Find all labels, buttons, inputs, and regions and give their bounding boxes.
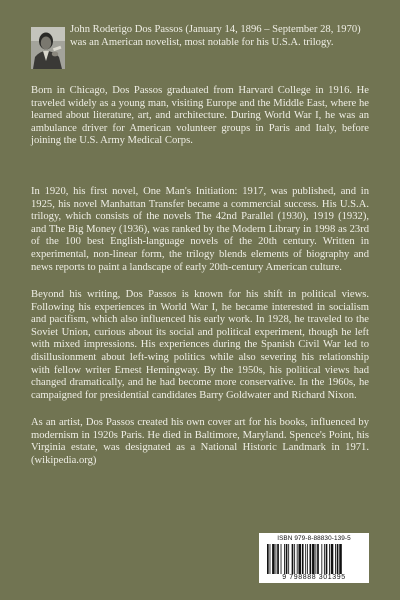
barcode-bar	[335, 544, 336, 574]
barcode-bar	[326, 544, 328, 574]
barcode-bar	[324, 544, 325, 574]
barcode-bars-icon	[267, 544, 361, 574]
barcode-bar	[315, 544, 316, 574]
barcode-bar	[292, 544, 294, 574]
author-portrait	[31, 27, 65, 69]
barcode-bar	[331, 544, 334, 574]
barcode-bar	[339, 544, 342, 574]
barcode-bar	[281, 544, 282, 574]
barcode-bar	[286, 544, 288, 574]
barcode-bar	[272, 544, 275, 574]
bio-paragraph-early-life: Born in Chicago, Dos Passos graduated from Harvard College in 1916. He traveled widely as a young man, visiting Europe and the Middle East, where he learned about literature, art, and architecture. During World War I, he was an ambulance driver for American volunteer groups in Paris and Italy, before joining the U.S. Army Medical Corps.	[31, 85, 369, 147]
bio-paragraph-politics: Beyond his writing, Dos Passos is known for his shift in political views. Following his experiences in World War I, he became interested in socialism and pacifism, which also influenced his early work. In 1928, he traveled to the Soviet Union, curious about its social and political experiment, though he left with mixed impressions. His experiences during the Spanish Civil War led to disillusionment about left-wing politics while also severing his relationship with fellow writer Ernest Hemingway. By the 1950s, his political views had changed dramatically, and he had become more conservative. In the 1960s, he campaigned for presidential candidates Barry Goldwater and Richard Nixon.	[31, 289, 369, 401]
barcode-bar	[302, 544, 304, 574]
author-portrait-icon	[31, 27, 65, 69]
barcode-bar	[312, 544, 315, 574]
bio-paragraph-intro: John Roderigo Dos Passos (January 14, 1896 – September 28, 1970) was an American novelist, most notable for his U.S.A. trilogy.	[70, 24, 361, 48]
barcode-bar	[307, 544, 308, 574]
barcode-bar	[310, 544, 312, 574]
isbn-barcode	[259, 533, 369, 583]
barcode-bar	[288, 544, 289, 574]
barcode-bar	[270, 544, 271, 574]
barcode-bar	[297, 544, 298, 574]
barcode-bar	[305, 544, 306, 574]
barcode-bar	[321, 544, 322, 574]
barcode-bar	[294, 544, 295, 574]
barcode-bar	[298, 544, 301, 574]
barcode-bar	[337, 544, 339, 574]
barcode-digits: 9 798888 301395	[282, 574, 346, 581]
bio-paragraph-artist: As an artist, Dos Passos created his own cover art for his books, influenced by modernism in 1920s Paris. He died in Baltimore, Maryland. Spence's Point, his Virginia estate, was designated as a National Historic Landmark in 1971. (wikipedia.org)	[31, 417, 369, 466]
isbn-label: ISBN 979-8-88830-139-5	[277, 535, 351, 542]
bio-paragraph-novels: In 1920, his first novel, One Man's Initiation: 1917, was published, and in 1925, his novel Manhattan Transfer became a commercial success. His U.S.A. trilogy, which consists of the novels The 42nd Parallel (1930), 1919 (1932), and The Big Money (1936), was ranked by the Modern Library in 1998 as 23rd of the 100 best English-language novels of the 20th century. Written in experimental, non-linear form, the trilogy blends elements of biography and news reports to paint a landscape of early 20th-century American culture.	[31, 186, 369, 273]
barcode-bar	[277, 544, 279, 574]
barcode-bar	[284, 544, 285, 574]
barcode-bar	[267, 544, 269, 574]
barcode-bar	[317, 544, 319, 574]
barcode-bar	[276, 544, 277, 574]
barcode-bar	[329, 544, 330, 574]
